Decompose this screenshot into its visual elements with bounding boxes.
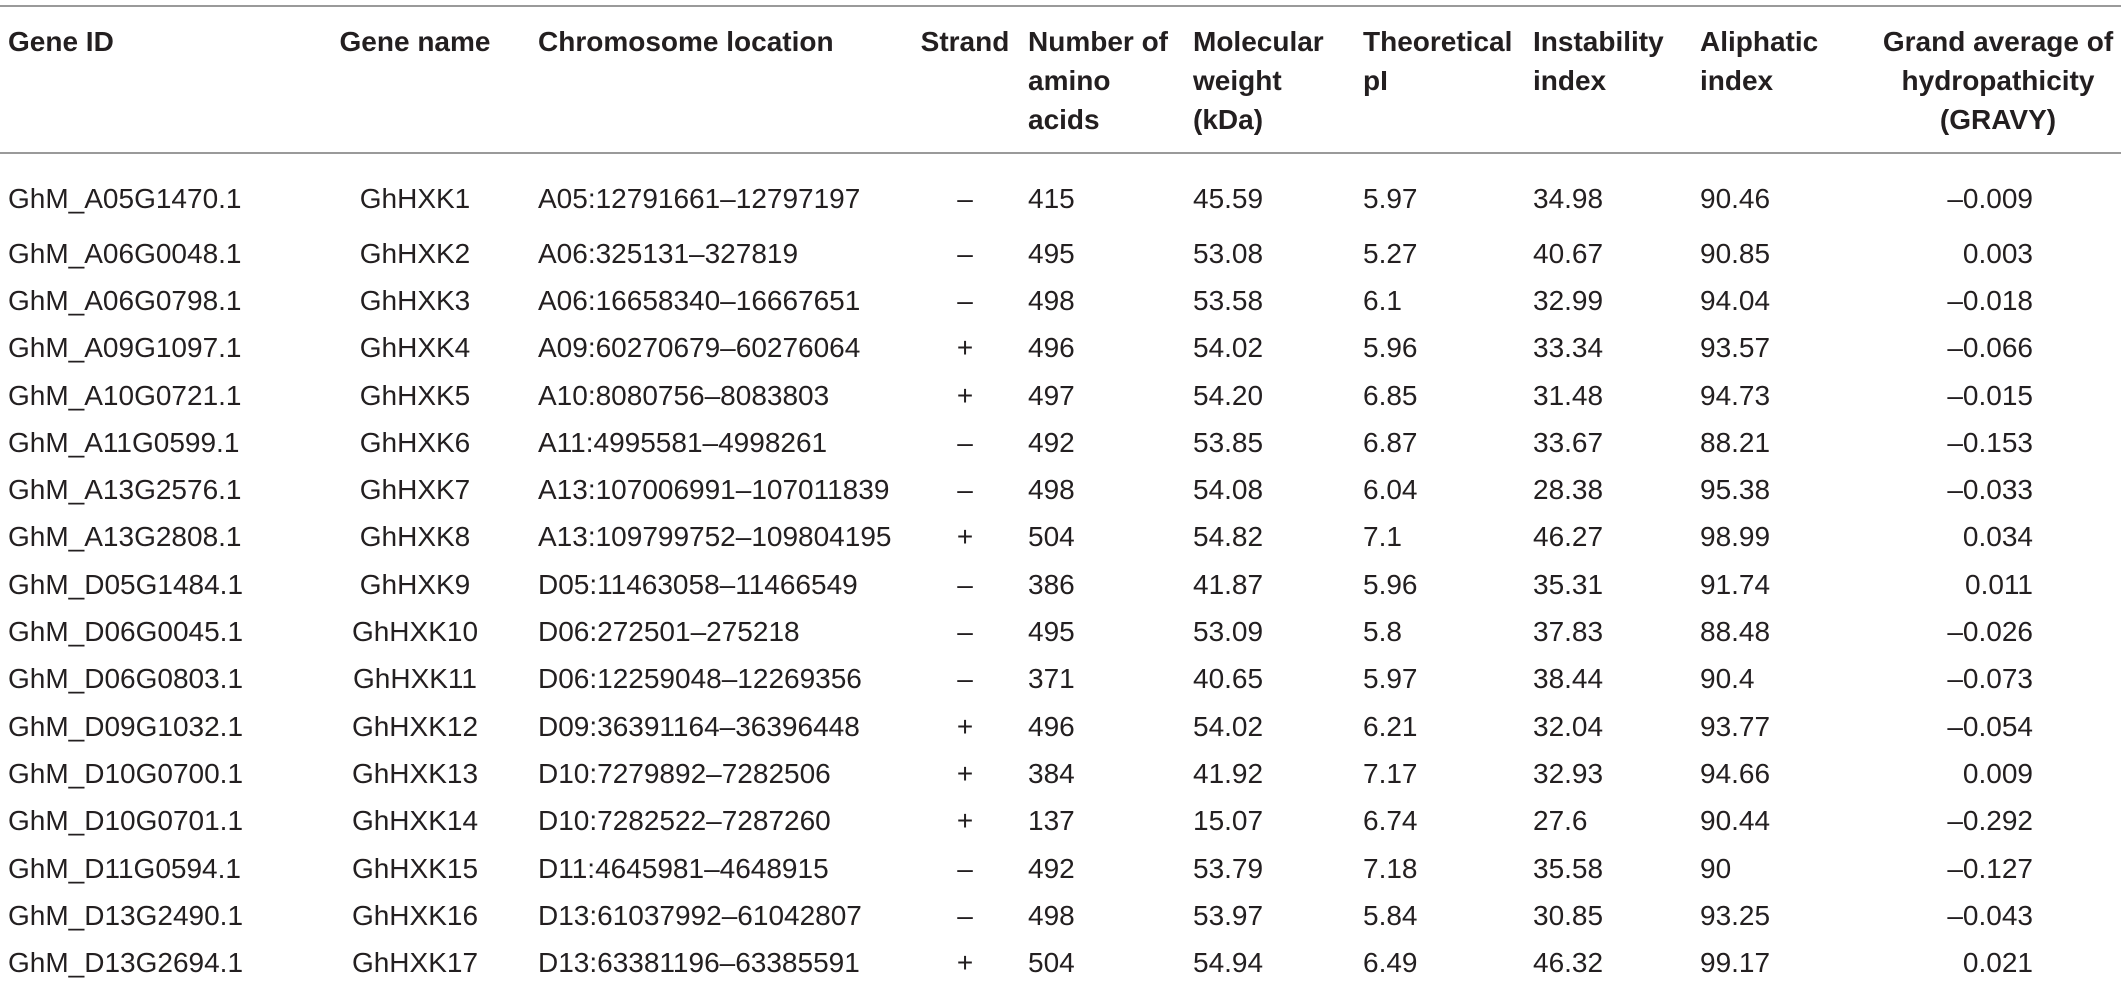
table-row	[0, 372, 2121, 419]
cell-instability-index: 30.85	[1533, 899, 1604, 931]
cell-gene-id: GhM_A05G1470.1	[8, 183, 242, 214]
cell-chromosome-location: D09:36391164–36396448	[538, 710, 860, 742]
cell-aliphatic-index: 90.44	[1700, 805, 1771, 837]
table-row	[0, 325, 2121, 372]
cell-aliphatic-index: 93.25	[1700, 899, 1771, 931]
cell-number-of-amino-acids: 386	[1028, 568, 1075, 600]
cell-gravy: –0.292	[1947, 805, 2033, 837]
cell-aliphatic-index: 93.57	[1700, 332, 1771, 364]
cell-gene-id: GhM_D10G0700.1	[8, 757, 244, 789]
cell-chromosome-location: A13:107006991–107011839	[538, 474, 890, 506]
cell-number-of-amino-acids: 495	[1028, 237, 1075, 269]
cell-gene-id: GhM_D05G1484.1	[8, 568, 244, 600]
cell-aliphatic-index: 98.99	[1700, 521, 1771, 553]
cell-theoretical-pi: 5.97	[1363, 663, 1418, 695]
cell-gene-id: GhM_D13G2490.1	[8, 899, 244, 931]
cell-aliphatic-index: 90.85	[1700, 237, 1771, 269]
cell-gene-name: GhHXK15	[351, 852, 479, 884]
hexokinase-gene-table	[0, 5, 2121, 987]
cell-gene-name: GhHXK3	[359, 284, 471, 316]
cell-chromosome-location: D13:61037992–61042807	[538, 899, 862, 931]
cell-gene-name: GhHXK13	[351, 757, 479, 789]
table-row	[0, 892, 2121, 939]
cell-number-of-amino-acids: 495	[1028, 616, 1075, 648]
cell-theoretical-pi: 7.18	[1363, 852, 1418, 884]
cell-instability-index: 28.38	[1533, 474, 1604, 506]
cell-gene-id: GhM_A06G0048.1	[8, 237, 242, 269]
cell-gravy: 0.011	[1965, 568, 2033, 600]
cell-number-of-amino-acids: 496	[1028, 332, 1075, 364]
cell-instability-index: 32.93	[1533, 757, 1604, 789]
cell-theoretical-pi: 5.8	[1363, 616, 1402, 648]
cell-strand: –	[957, 237, 973, 269]
cell-chromosome-location: D11:4645981–4648915	[538, 852, 829, 884]
table-row	[0, 939, 2121, 986]
cell-instability-index: 35.31	[1533, 568, 1604, 600]
cell-molecular-weight: 54.20	[1193, 379, 1264, 411]
cell-strand: –	[957, 474, 973, 506]
table-body	[0, 153, 2121, 987]
cell-gravy: 0.034	[1962, 521, 2033, 553]
cell-molecular-weight: 54.82	[1193, 521, 1264, 553]
cell-molecular-weight: 53.85	[1193, 426, 1264, 458]
cell-gene-name: GhHXK6	[359, 426, 471, 458]
cell-chromosome-location: A05:12791661–12797197	[538, 183, 861, 214]
cell-chromosome-location: A11:4995581–4998261	[538, 426, 828, 458]
cell-instability-index: 33.34	[1533, 332, 1604, 364]
cell-strand: +	[956, 332, 974, 364]
cell-strand: –	[957, 852, 973, 884]
cell-molecular-weight: 41.92	[1193, 757, 1264, 789]
cell-theoretical-pi: 6.49	[1363, 947, 1418, 979]
cell-number-of-amino-acids: 415	[1028, 183, 1075, 214]
cell-instability-index: 27.6	[1533, 805, 1588, 837]
cell-chromosome-location: A10:8080756–8083803	[538, 379, 830, 411]
cell-number-of-amino-acids: 504	[1028, 521, 1075, 553]
table-row	[0, 561, 2121, 608]
cell-gene-id: GhM_D11G0594.1	[8, 852, 241, 884]
cell-molecular-weight: 40.65	[1193, 663, 1264, 695]
cell-molecular-weight: 54.02	[1193, 332, 1264, 364]
cell-chromosome-location: D06:12259048–12269356	[538, 663, 862, 695]
cell-gene-id: GhM_D06G0803.1	[8, 663, 244, 695]
cell-gene-name: GhHXK4	[359, 332, 471, 364]
cell-gene-name: GhHXK11	[353, 663, 477, 695]
cell-strand: –	[957, 568, 973, 600]
cell-gene-id: GhM_A10G0721.1	[8, 379, 242, 411]
cell-molecular-weight: 54.08	[1193, 474, 1264, 506]
cell-instability-index: 37.83	[1533, 616, 1604, 648]
cell-gravy: 0.009	[1962, 757, 2033, 789]
cell-aliphatic-index: 88.48	[1700, 616, 1771, 648]
cell-chromosome-location: D05:11463058–11466549	[538, 568, 858, 600]
table-row	[0, 608, 2121, 655]
cell-strand: +	[956, 710, 974, 742]
cell-chromosome-location: A06:325131–327819	[538, 237, 799, 269]
header-molecular-weight: Molecular weight (kDa)	[1193, 26, 1324, 135]
cell-molecular-weight: 54.02	[1193, 710, 1264, 742]
cell-number-of-amino-acids: 496	[1028, 710, 1075, 742]
header-gravy: Grand average of hydropathicity (GRAVY)	[1882, 26, 2114, 135]
cell-gravy: –0.066	[1947, 332, 2033, 364]
table-row	[0, 656, 2121, 703]
cell-number-of-amino-acids: 504	[1028, 947, 1075, 979]
cell-strand: –	[957, 284, 973, 316]
header-number-of-amino-acids: Number of amino acids	[1028, 26, 1168, 135]
cell-number-of-amino-acids: 492	[1028, 852, 1075, 884]
cell-number-of-amino-acids: 371	[1028, 663, 1075, 695]
cell-molecular-weight: 41.87	[1193, 568, 1264, 600]
cell-instability-index: 32.04	[1533, 710, 1604, 742]
cell-molecular-weight: 53.09	[1193, 616, 1264, 648]
cell-theoretical-pi: 6.04	[1363, 474, 1418, 506]
cell-instability-index: 46.32	[1533, 947, 1604, 979]
table-row	[0, 230, 2121, 277]
header-gene-name: Gene name	[339, 26, 491, 57]
table-row	[0, 845, 2121, 892]
table-row	[0, 153, 2121, 230]
table-row	[0, 703, 2121, 750]
cell-gene-name: GhHXK9	[359, 568, 471, 600]
cell-gene-name: GhHXK17	[351, 947, 479, 979]
cell-chromosome-location: D06:272501–275218	[538, 616, 800, 648]
cell-number-of-amino-acids: 498	[1028, 899, 1075, 931]
table-row	[0, 514, 2121, 561]
cell-theoretical-pi: 6.74	[1363, 805, 1418, 837]
cell-aliphatic-index: 95.38	[1700, 474, 1771, 506]
table-row	[0, 798, 2121, 845]
cell-instability-index: 33.67	[1533, 426, 1604, 458]
cell-aliphatic-index: 94.66	[1700, 757, 1771, 789]
cell-gene-name: GhHXK5	[359, 379, 471, 411]
cell-chromosome-location: D10:7279892–7282506	[538, 757, 831, 789]
cell-gravy: –0.026	[1947, 616, 2033, 648]
cell-chromosome-location: A09:60270679–60276064	[538, 332, 861, 364]
cell-gene-name: GhHXK12	[351, 710, 479, 742]
header-gene-id: Gene ID	[8, 26, 114, 57]
cell-molecular-weight: 45.59	[1193, 183, 1264, 214]
table-row	[0, 466, 2121, 513]
cell-chromosome-location: A06:16658340–16667651	[538, 284, 861, 316]
cell-gravy: –0.054	[1947, 710, 2033, 742]
cell-theoretical-pi: 7.1	[1363, 521, 1402, 553]
cell-gravy: –0.153	[1947, 426, 2033, 458]
cell-theoretical-pi: 6.87	[1363, 426, 1418, 458]
cell-number-of-amino-acids: 492	[1028, 426, 1075, 458]
cell-theoretical-pi: 5.96	[1363, 332, 1418, 364]
cell-gravy: –0.073	[1947, 663, 2033, 695]
cell-gene-name: GhHXK2	[359, 237, 471, 269]
cell-gene-id: GhM_A06G0798.1	[8, 284, 242, 316]
cell-chromosome-location: D10:7282522–7287260	[538, 805, 831, 837]
cell-gravy: 0.021	[1962, 947, 2033, 979]
cell-gene-id: GhM_D09G1032.1	[8, 710, 244, 742]
cell-aliphatic-index: 90.46	[1700, 183, 1771, 214]
cell-aliphatic-index: 94.04	[1700, 284, 1771, 316]
cell-strand: –	[957, 183, 973, 214]
cell-strand: +	[956, 757, 974, 789]
table-row	[0, 750, 2121, 797]
cell-strand: +	[956, 805, 974, 837]
cell-strand: –	[957, 663, 973, 695]
cell-gravy: –0.033	[1947, 474, 2033, 506]
table-row	[0, 277, 2121, 324]
cell-molecular-weight: 53.79	[1193, 852, 1264, 884]
cell-aliphatic-index: 90.4	[1700, 663, 1755, 695]
cell-instability-index: 38.44	[1533, 663, 1604, 695]
cell-strand: +	[956, 947, 974, 979]
cell-aliphatic-index: 88.21	[1700, 426, 1771, 458]
cell-gravy: –0.018	[1947, 284, 2033, 316]
cell-gene-id: GhM_A13G2576.1	[8, 474, 242, 506]
cell-gene-id: GhM_A11G0599.1	[8, 426, 240, 458]
cell-gravy: –0.015	[1947, 379, 2033, 411]
cell-molecular-weight: 54.94	[1193, 947, 1264, 979]
cell-theoretical-pi: 6.85	[1363, 379, 1418, 411]
cell-gene-name: GhHXK16	[351, 899, 479, 931]
cell-strand: –	[957, 899, 973, 931]
cell-molecular-weight: 53.58	[1193, 284, 1264, 316]
cell-strand: –	[957, 426, 973, 458]
cell-gene-name: GhHXK8	[359, 521, 471, 553]
cell-gene-id: GhM_A13G2808.1	[8, 521, 242, 553]
cell-gene-id: GhM_D06G0045.1	[8, 616, 244, 648]
table-row	[0, 419, 2121, 466]
cell-theoretical-pi: 5.27	[1363, 237, 1418, 269]
cell-instability-index: 35.58	[1533, 852, 1604, 884]
cell-instability-index: 46.27	[1533, 521, 1604, 553]
cell-aliphatic-index: 94.73	[1700, 379, 1771, 411]
cell-theoretical-pi: 5.96	[1363, 568, 1418, 600]
cell-gene-id: GhM_A09G1097.1	[8, 332, 242, 364]
header-strand: Strand	[920, 26, 1010, 57]
cell-chromosome-location: D13:63381196–63385591	[538, 947, 860, 979]
cell-theoretical-pi: 6.1	[1363, 284, 1402, 316]
cell-molecular-weight: 15.07	[1193, 805, 1264, 837]
cell-theoretical-pi: 5.84	[1363, 899, 1418, 931]
header-instability-index: Instability index	[1533, 26, 1664, 96]
cell-aliphatic-index: 90	[1700, 852, 1732, 884]
cell-gene-id: GhM_D10G0701.1	[8, 805, 244, 837]
header-aliphatic-index: Aliphatic index	[1700, 26, 1819, 96]
cell-instability-index: 40.67	[1533, 237, 1604, 269]
cell-molecular-weight: 53.97	[1193, 899, 1264, 931]
cell-gene-name: GhHXK1	[359, 183, 471, 214]
cell-theoretical-pi: 5.97	[1363, 183, 1418, 214]
cell-instability-index: 32.99	[1533, 284, 1604, 316]
cell-gravy: –0.043	[1947, 899, 2033, 931]
cell-gravy: –0.127	[1947, 852, 2033, 884]
cell-gravy: 0.003	[1962, 237, 2033, 269]
cell-number-of-amino-acids: 498	[1028, 284, 1075, 316]
cell-gravy: –0.009	[1947, 183, 2033, 214]
cell-aliphatic-index: 93.77	[1700, 710, 1771, 742]
cell-gene-id: GhM_D13G2694.1	[8, 947, 244, 979]
cell-molecular-weight: 53.08	[1193, 237, 1264, 269]
cell-number-of-amino-acids: 384	[1028, 757, 1075, 789]
cell-aliphatic-index: 91.74	[1700, 568, 1771, 600]
header-theoretical-pi: Theoretical pI	[1363, 26, 1513, 96]
cell-chromosome-location: A13:109799752–109804195	[538, 521, 892, 553]
cell-number-of-amino-acids: 498	[1028, 474, 1075, 506]
cell-number-of-amino-acids: 137	[1028, 805, 1075, 837]
cell-theoretical-pi: 7.17	[1363, 757, 1418, 789]
cell-number-of-amino-acids: 497	[1028, 379, 1075, 411]
cell-instability-index: 34.98	[1533, 183, 1604, 214]
cell-gene-name: GhHXK10	[351, 616, 479, 648]
cell-aliphatic-index: 99.17	[1700, 947, 1771, 979]
header-chromosome-location: Chromosome location	[538, 26, 834, 57]
cell-gene-name: GhHXK7	[359, 474, 471, 506]
cell-strand: +	[956, 521, 974, 553]
table-header-row	[0, 6, 2121, 153]
cell-strand: +	[956, 379, 974, 411]
cell-theoretical-pi: 6.21	[1363, 710, 1418, 742]
cell-instability-index: 31.48	[1533, 379, 1604, 411]
cell-gene-name: GhHXK14	[351, 805, 479, 837]
cell-strand: –	[957, 616, 973, 648]
